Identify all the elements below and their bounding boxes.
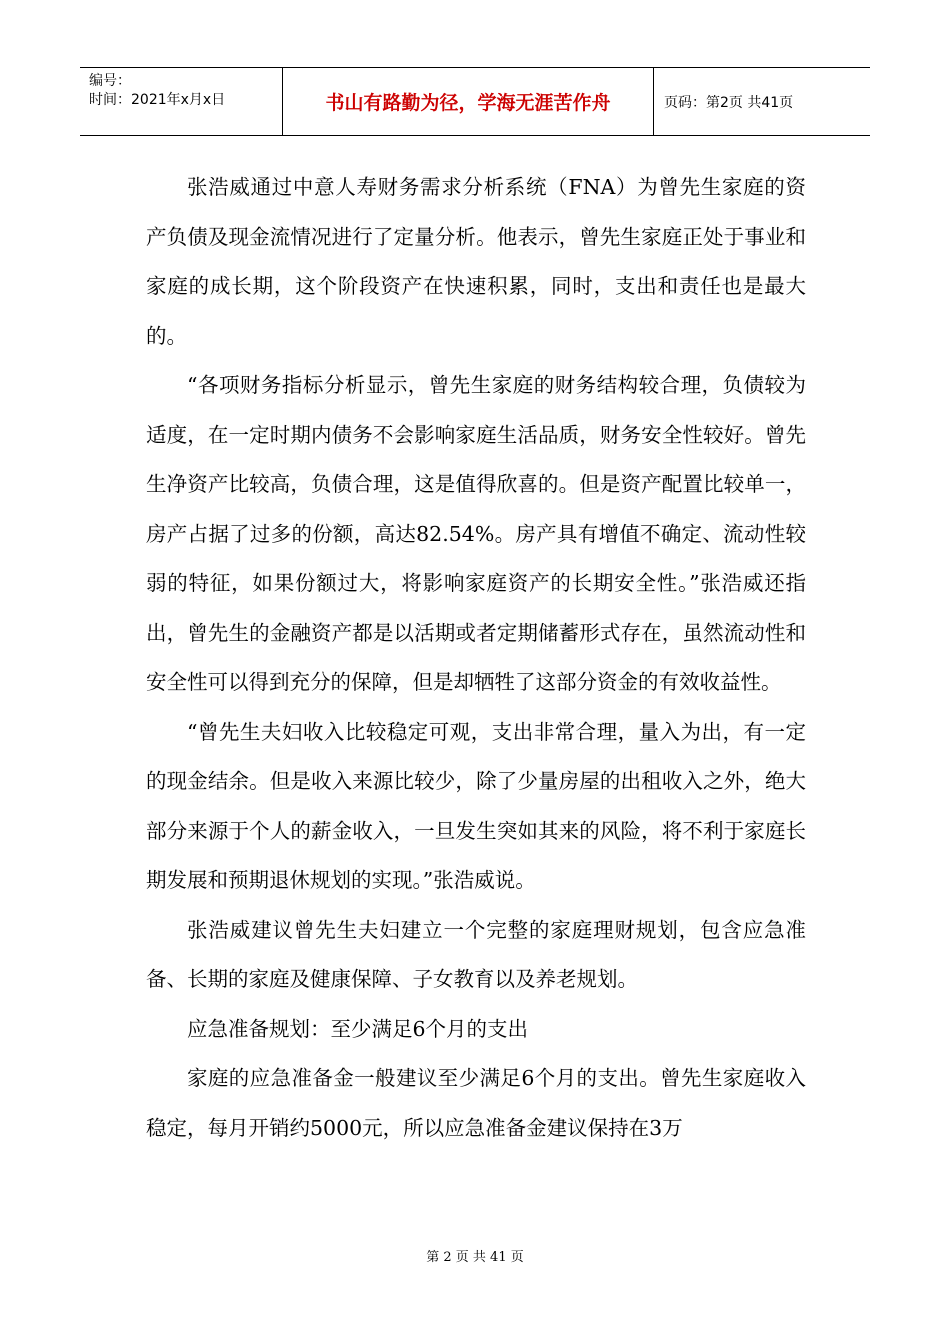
- page-footer: 第 2 页 共 41 页: [426, 1250, 524, 1265]
- paragraph: “各项财务指标分析显示，曾先生家庭的财务结构较合理，负债较为适度，在一定时期内债务不会影响家庭生活品质，财务安全性较好。曾先生净资产比较高，负债合理，这是值得欣喜的。但是资产配置比较单一，房产占据了过多的份额，高达82.54%。房产具有增值不确定、流动性较弱的特征，如果份额过大，将影响家庭资产的长期安全性。”张浩威还指出，曾先生的金融资产都是以活期或者定期储蓄形式存在，虽然流动性和安全性可以得到充分的保障，但是却牺牲了这部分资金的有效收益性。: [146, 373, 806, 694]
- document-number-label: 编号：: [89, 73, 131, 89]
- paragraph: 家庭的应急准备金一般建议至少满足6个月的支出。曾先生家庭收入稳定，每月开销约5000元，所以应急准备金建议保持在3万: [146, 1066, 806, 1140]
- document-body: [146, 163, 806, 1153]
- paragraph: “曾先生夫妇收入比较稳定可观，支出非常合理，量入为出，有一定的现金结余。但是收入来源比较少，除了少量房屋的出租收入之外，绝大部分来源于个人的薪金收入，一旦发生突如其来的风险，将不利于家庭长期发展和预期退休规划的实现。”张浩威说。: [146, 719, 806, 892]
- header-meta-cell: [80, 68, 283, 135]
- header-table: [80, 67, 870, 136]
- paragraph: 张浩威建议曾先生夫妇建立一个完整的家庭理财规划，包含应急准备、长期的家庭及健康保障、子女教育以及养老规划。: [146, 917, 806, 991]
- header-page-info: 页码：第2页 共41页: [664, 94, 794, 111]
- section-heading: 应急准备规划：至少满足6个月的支出: [187, 1016, 529, 1041]
- paragraph: 张浩威通过中意人寿财务需求分析系统（FNA）为曾先生家庭的资产负债及现金流情况进行了定量分析。他表示，曾先生家庭正处于事业和家庭的成长期，这个阶段资产在快速积累，同时，支出和责任也是最大的。: [146, 175, 806, 348]
- header-motto: 书山有路勤为径，学海无涯苦作舟: [283, 68, 654, 135]
- document-time-label: 时间：2021年x月x日: [89, 92, 226, 108]
